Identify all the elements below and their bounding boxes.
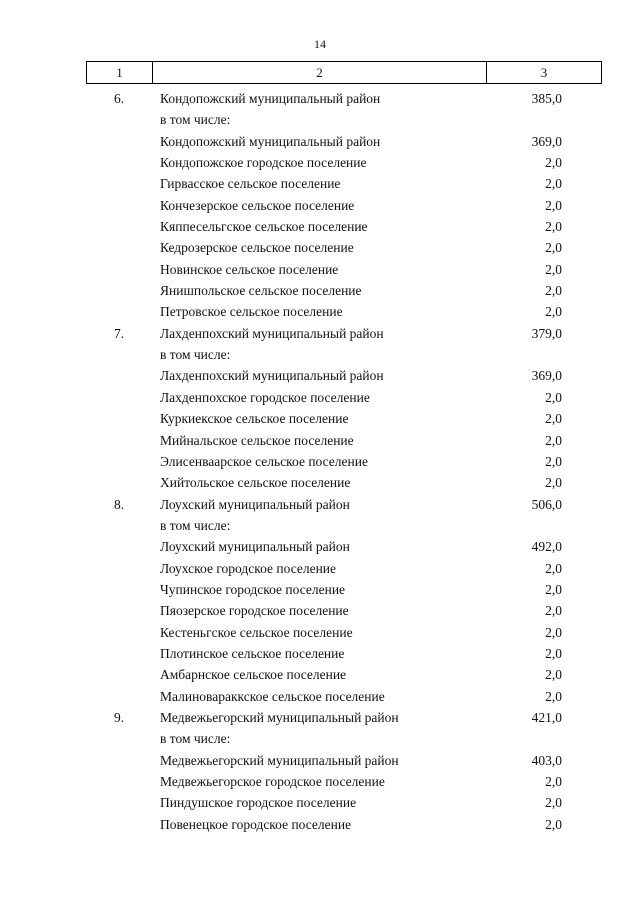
table-row <box>0 664 640 685</box>
table-row <box>0 216 640 237</box>
table-row <box>0 472 640 493</box>
table-row <box>0 558 640 579</box>
row-name: Лоухский муниципальный район <box>160 539 350 555</box>
row-value: 2,0 <box>545 240 562 256</box>
row-name: Лахденпохское городское поселение <box>160 389 370 405</box>
row-value: 2,0 <box>545 645 562 661</box>
table-row <box>0 88 640 109</box>
table-row <box>0 109 640 130</box>
row-name: Лоухский муниципальный район <box>160 496 350 512</box>
row-name: Кондопожский муниципальный район <box>160 133 381 149</box>
page-number: 14 <box>314 37 326 51</box>
table-row <box>0 301 640 322</box>
row-value: 2,0 <box>545 624 562 640</box>
row-value: 2,0 <box>545 475 562 491</box>
row-number: 9. <box>113 709 125 725</box>
row-name: в том числе: <box>160 347 231 363</box>
table-row <box>0 259 640 280</box>
row-name: Пиндушское городское поселение <box>160 795 357 811</box>
table-row <box>0 579 640 600</box>
row-value: 2,0 <box>545 795 562 811</box>
table-row <box>0 707 640 728</box>
row-name: Повенецкое городское поселение <box>160 816 352 832</box>
table-row <box>0 643 640 664</box>
row-number: 8. <box>113 496 125 512</box>
table-row <box>0 814 640 835</box>
table-row <box>0 792 640 813</box>
row-name: Кондопожское городское поселение <box>160 155 367 171</box>
row-name: Янишпольское сельское поселение <box>160 283 362 299</box>
row-value: 2,0 <box>545 667 562 683</box>
table-body <box>0 88 640 835</box>
column-header-2: 2 <box>153 62 487 84</box>
row-value: 369,0 <box>531 133 562 149</box>
row-value: 2,0 <box>545 283 562 299</box>
table-row <box>0 451 640 472</box>
row-name: Медвежьегорское городское поселение <box>160 774 385 789</box>
row-name: Лахденпохский муниципальный район <box>160 368 384 384</box>
row-name: Пяозерское городское поселение <box>160 603 349 619</box>
row-name: Кестеньгское сельское поселение <box>160 624 353 640</box>
row-name: Малиновараккское сельское поселение <box>160 688 385 704</box>
row-value: 2,0 <box>545 261 562 277</box>
row-value: 2,0 <box>545 453 562 469</box>
table-row <box>0 237 640 258</box>
row-number: 6. <box>113 91 125 106</box>
row-name: Хийтольское сельское поселение <box>160 475 351 491</box>
row-name: Мийнальское сельское поселение <box>160 432 354 448</box>
row-value: 2,0 <box>545 581 562 597</box>
row-value: 2,0 <box>545 197 562 213</box>
row-name: Чупинское городское поселение <box>160 581 346 597</box>
row-name: в том числе: <box>160 731 231 747</box>
table-row <box>0 600 640 621</box>
table-row <box>0 408 640 429</box>
row-value: 2,0 <box>545 688 562 704</box>
row-name: Медвежьегорский муниципальный район <box>160 752 399 768</box>
row-name: Петровское сельское поселение <box>160 304 343 320</box>
row-name: Плотинское сельское поселение <box>160 645 345 661</box>
table-row <box>0 686 640 707</box>
row-name: Кедрозерское сельское поселение <box>160 240 354 256</box>
row-value: 421,0 <box>531 709 562 725</box>
column-header-3: 3 <box>487 62 602 84</box>
row-value: 379,0 <box>531 325 562 341</box>
row-name: Новинское сельское поселение <box>160 261 339 277</box>
row-name: Медвежьегорский муниципальный район <box>160 709 399 725</box>
row-name: Лоухское городское поселение <box>160 560 337 576</box>
table-row <box>0 494 640 515</box>
row-name: в том числе: <box>160 112 231 128</box>
row-name: Элисенваарское сельское поселение <box>160 453 368 469</box>
row-name: Кондопожский муниципальный район <box>160 91 381 106</box>
row-name: Кяппесельгское сельское поселение <box>160 219 368 235</box>
table-row <box>0 515 640 536</box>
table-row <box>0 195 640 216</box>
row-value: 506,0 <box>531 496 562 512</box>
row-value: 2,0 <box>545 304 562 320</box>
row-value: 2,0 <box>545 219 562 235</box>
row-value: 2,0 <box>545 560 562 576</box>
row-name: в том числе: <box>160 517 231 533</box>
table-row <box>0 323 640 344</box>
table-row <box>0 365 640 386</box>
row-number: 7. <box>113 325 125 341</box>
column-header-1: 1 <box>87 62 153 84</box>
row-name: Куркиекское сельское поселение <box>160 411 349 427</box>
row-name: Лахденпохский муниципальный район <box>160 325 384 341</box>
table-row <box>0 152 640 173</box>
table-row <box>0 131 640 152</box>
table-header <box>86 61 602 84</box>
row-name: Кончезерское сельское поселение <box>160 197 355 213</box>
row-name: Гирвасское сельское поселение <box>160 176 341 192</box>
row-value: 385,0 <box>531 91 562 106</box>
table-row <box>0 771 640 792</box>
row-value: 2,0 <box>545 176 562 192</box>
row-value: 2,0 <box>545 603 562 619</box>
row-name: Амбарнское сельское поселение <box>160 667 347 683</box>
row-value: 2,0 <box>545 155 562 171</box>
row-value: 2,0 <box>545 411 562 427</box>
row-value: 492,0 <box>531 539 562 555</box>
row-value: 2,0 <box>545 389 562 405</box>
row-value: 2,0 <box>545 774 562 789</box>
row-value: 369,0 <box>531 368 562 384</box>
table-row <box>0 728 640 749</box>
row-value: 403,0 <box>531 752 562 768</box>
row-value: 2,0 <box>545 816 562 832</box>
table-row <box>0 622 640 643</box>
row-value: 2,0 <box>545 432 562 448</box>
table-row <box>0 536 640 557</box>
table-row <box>0 387 640 408</box>
table-row <box>0 280 640 301</box>
table-row <box>0 173 640 194</box>
table-row <box>0 344 640 365</box>
table-row <box>0 430 640 451</box>
table-row <box>0 750 640 771</box>
